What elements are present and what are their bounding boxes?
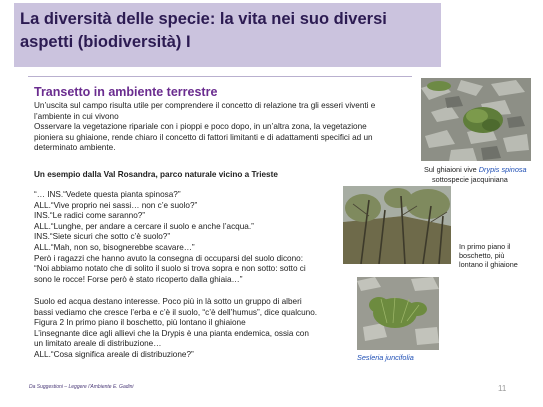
page-number: 11 [498, 384, 507, 393]
scree-photo [421, 78, 531, 161]
dialogue-paragraph: “… INS.“Vedete questa pianta spinosa?” ALL.“Vive proprio nei sassi… non c’e suolo?” INS.“Le radici come saranno?” ALL.“Lunghe, per andare a cercare il suolo e anche l’acqua.” INS.“Siete sicuri che sotto c’è suolo?” ALL.“Mah, non so, bisognerebbe scavare…” Però i ragazzi che hanno avuto la consegna di occuparsi del suolo dicono: “Noi abbiamo notato che di solito il suolo si trova sopra e non sotto: sotto ci sono le rocce! Forse però è stato ricoperto dalla ghiaia…” [34, 190, 306, 284]
closing-paragraph: Suolo ed acqua destano interesse. Poco più in là sotto un gruppo di alberi bassi vediamo che cresce l’erba e c’è il suolo, “c’è dell’humus”, dice qualcuno. Figura 2 In primo piano il boschetto, più lontano il ghiaione L’insegnante dice agli allievi che la Drypis è una pianta endemica, ossia con un limitato areale di distribuzione… ALL.“Cosa significa areale di distribuzione?” [34, 297, 318, 359]
photo2-caption: In primo piano il boschetto, più lontano il ghiaione [459, 242, 518, 270]
grass-photo [357, 277, 439, 350]
photo1-caption-species: Drypis spinosa [478, 165, 527, 174]
section-title: Transetto in ambiente terrestre [34, 85, 218, 99]
woodland-photo [343, 186, 451, 264]
photo1-caption [424, 165, 527, 174]
slide-title: La diversità delle specie: la vita nei suo diversi aspetti (biodiversità) I [20, 10, 387, 51]
divider-line [28, 76, 412, 77]
example-heading: Un esempio dalla Val Rosandra, parco naturale vicino a Trieste [34, 170, 278, 179]
intro-paragraph: Un’uscita sul campo risulta utile per comprendere il concetto di relazione tra gli esseri viventi e l’ambiente in cui vivono Osservare la vegetazione ripariale con i pioppi e poco dopo, in un’altra zona, la vegetazione pioniera su ghiaione, rende chiaro il concetto di fattori limitanti e di adattamenti specifici ad un determinato ambiente. [34, 101, 376, 153]
photo3-caption: Sesleria juncifolia [357, 353, 414, 362]
photo1-caption-prefix: Sul ghiaioni vive [424, 165, 479, 174]
photo1-caption-line2: sottospecie jacquiniana [432, 175, 508, 184]
footer-credit: Da Suggestioni – Leggere l’Ambiente E. Gadini [29, 384, 134, 390]
